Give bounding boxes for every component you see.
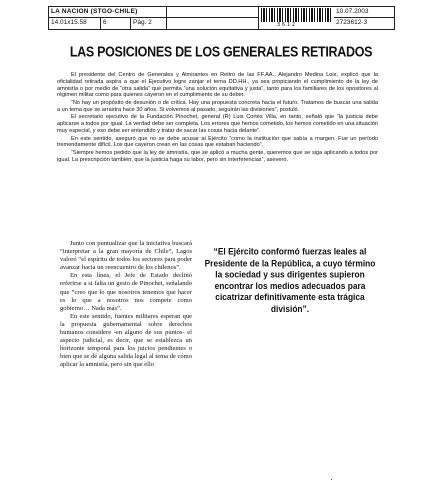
clipping-header [48,6,395,30]
clipping-code: 2723612-3 [336,19,368,26]
lower-article-column [60,240,192,370]
paragraph: En este sentido, aseguró que no se debe acusar al Ejército “como la institución que sabía a margen. Fue un período tremendamente difícil. Los que cayeron crean en las cosas que estaban haciendo”. [57,135,378,149]
header-blank-cell-2 [167,18,259,29]
pull-quote: “El Ejército conformó fuerzas leales al Presidente de la República, a cuyo término la sociedad y sus dirigentes supieron encontrar los medios adecuados para cicatrizar definitivamente esta trágica división”. [204,246,376,314]
article-title: LAS POSICIONES DE LOS GENERALES RETIRADOS [69,44,373,61]
paragraph: En este sentido, fuentes militares esperan que la propuesta gubernamental sobre derechos humanos considere -en alguno de sus puntos- el aspecto judicial, es decir, que se establezca un horizonte temporal para los juicios pendientes o bien que se dé alguna salida legal al tema de cómo aplicar la amnistía, pero sin que ello [60,312,192,369]
barcode-number: 3612 [277,22,298,28]
upper-article-body [57,72,378,164]
publication-name: LA NACION (STGO-CHILE) [49,7,167,18]
paragraph: El presidente del Centro de Generales y Almirantes en Retiro de las FF.AA., Alejandro Medina Lois, explicó que la oficialidad retirada aspira a que el Ejecutivo logre zanjar el tema DD.HH., ya sea propiciando el cumplimiento de la ley de amnistía o por medio de “otra salida” que permita “una solución equitativa y justa”, tanto para los familiares de los opositores al régimen militar como para quienes cayeron en el cumplimiento de su deber. [57,72,378,99]
paragraph: El secretario ejecutivo de la Fundación Pinochet, general (R) Luis Cortés Villa, en tanto, señaló que “la justicia debe aplicarse a todos por igual. La verdad debe ser completa. Los errores que hemos cometido, los hemos cometido en una situación muy especial, y eso debe ser entendido y tratar de sacar las cosas hacia delante”. [57,114,378,134]
header-blank-cell [167,7,259,18]
paragraph: Junto con puntualizar que la iniciativa buscará “interpretar a la gran mayoría de Chile”, Lagos valoró “el espíritu de todos los sectores para poder avanzar hacia un reencuentro de los chilenos”. [60,240,192,272]
paragraph: “No hay un propósito de desunión o de crítica. Hay una propuesta concreta hacia el futuro. Tratamos de buscar una salida a un tema que se arrastra hace 30 años. Si volvemos al pasado, seguirán las divisiones”, postuló. [57,99,378,113]
clipping-size: 14.01x15.58 [49,18,101,29]
barcode [261,8,332,22]
clipping-page: Pág. 2 [131,18,167,29]
paragraph: “Siempre hemos pedido que la ley de amnistía, que se aplicó a mucha gente, queremos que se siga aplicando a todos por igual. La prescripción también, que la justicia haga su labor, pero sin interferencias”, aseveró. [57,149,378,163]
clipping-date: 10.07.2003 [334,7,394,18]
paragraph: En esta línea, el Jefe de Estado declinó referirse a si falta un gesto de Pinochet, señalando que “creo que lo que nosotros tenemos que hacer es lo que a nosotros nos compete como gobierno… Nada más”. [60,272,192,312]
clipping-column: 6 [101,18,131,29]
